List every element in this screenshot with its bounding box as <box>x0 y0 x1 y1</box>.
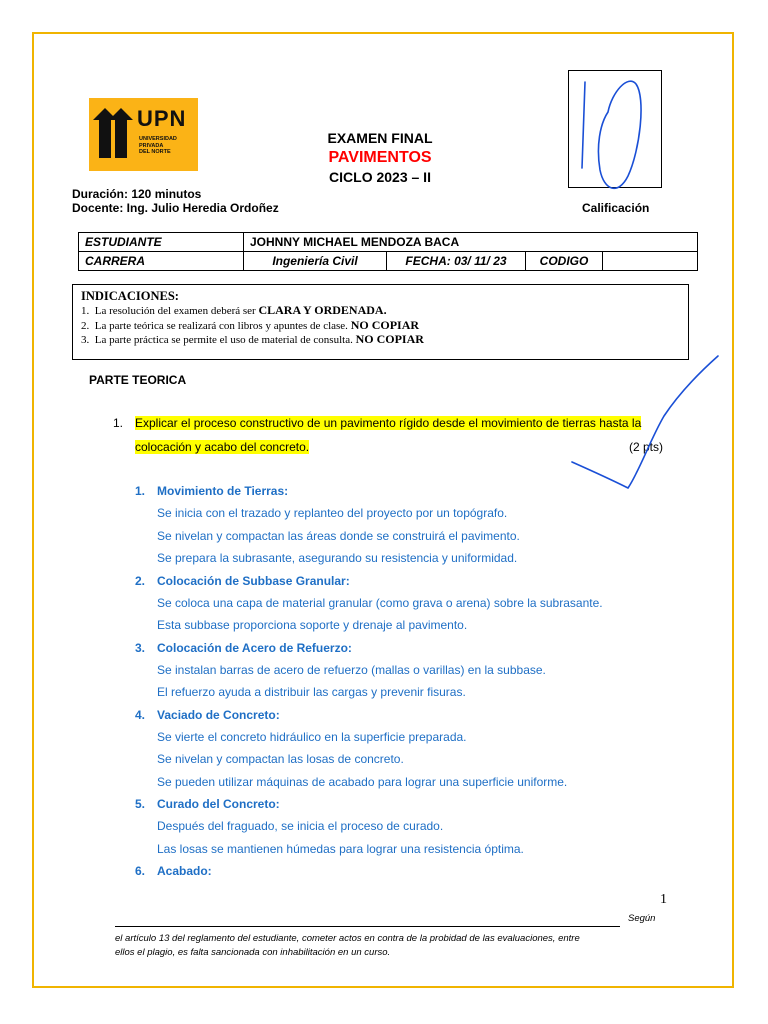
exam-title: EXAMEN FINAL <box>327 130 433 146</box>
instruction-num: 1. <box>81 305 90 317</box>
grade-label: Calificación <box>582 201 650 215</box>
step-line: Se instalan barras de acero de refuerzo (mallas o varillas) en la subbase. <box>157 662 546 677</box>
step-number: 3. <box>135 640 146 655</box>
step-line: Se prepara la subrasante, asegurando su resistencia y uniformidad. <box>157 551 518 565</box>
student-label: ESTUDIANTE <box>79 233 244 252</box>
cycle-title: CICLO 2023 – II <box>329 169 431 185</box>
step-number: 5. <box>135 797 146 811</box>
instruction-text: La resolución del examen deberá ser <box>94 305 259 317</box>
question-highlight: colocación y acabo del concreto. <box>135 440 310 454</box>
instructions-title: INDICACIONES: <box>81 289 179 303</box>
question-points: (2 pts) <box>629 440 664 454</box>
step-line: Se nivelan y compactan las losas de concreto. <box>157 752 404 766</box>
step-number: 1. <box>135 484 146 498</box>
step-line: Se inicia con el trazado y replanteo del proyecto por un topógrafo. <box>157 506 508 520</box>
step-line: Se vierte el concreto hidráulico en la superficie preparada. <box>157 729 467 744</box>
footnote-line-1: el artículo 13 del reglamento del estudiante, cometer actos en contra de la probidad de las evaluaciones, entre <box>115 933 580 944</box>
instruction-emphasis: CLARA Y ORDENADA. <box>258 303 387 317</box>
date-field: FECHA: 03/ 11/ 23 <box>387 252 526 271</box>
grade-digit-zero-icon <box>598 81 641 188</box>
step-line: Se coloca una capa de material granular (como grava o arena) sobre la subrasante. <box>157 595 603 610</box>
step-line: Las losas se mantienen húmedas para lograr una resistencia óptima. <box>157 841 524 856</box>
step-line: Se pueden utilizar máquinas de acabado para lograr una superficie uniforme. <box>157 774 568 789</box>
step-title: Colocación de Acero de Refuerzo: <box>157 640 352 655</box>
step-line: Esta subbase proporciona soporte y drenaje al pavimento. <box>157 618 468 632</box>
step-title: Acabado: <box>157 864 212 878</box>
question-highlight: Explicar el proceso constructivo de un pavimento rígido desde el movimiento de tierras hasta la <box>135 416 642 430</box>
step-line: Después del fraguado, se inicia el proceso de curado. <box>157 819 444 833</box>
step-title: Curado del Concreto: <box>157 797 280 811</box>
check-mark-icon <box>572 356 718 488</box>
instruction-emphasis: NO COPIAR <box>350 317 420 332</box>
instruction-num: 3. <box>81 334 90 346</box>
logo-subtitle: UNIVERSIDAD PRIVADA DEL NORTE <box>139 136 177 155</box>
instruction-text: La parte teórica se realizará con libros y apuntes de clase. <box>94 319 351 332</box>
course-title: PAVIMENTOS <box>328 149 432 166</box>
student-value: JOHNNY MICHAEL MENDOZA BACA <box>244 233 698 252</box>
duration: Duración: 120 minutos <box>72 187 202 201</box>
career-value: Ingeniería Civil <box>244 252 387 271</box>
step-title: Vaciado de Concreto: <box>157 707 280 722</box>
step-title: Movimiento de Tierras: <box>157 484 289 498</box>
step-number: 2. <box>135 573 146 588</box>
instruction-text: La parte práctica se permite el uso de material de consulta. <box>94 334 356 346</box>
step-title: Colocación de Subbase Granular: <box>157 573 350 588</box>
step-number: 6. <box>135 864 146 878</box>
question-number: 1. <box>113 416 124 430</box>
step-line: El refuerzo ayuda a distribuir las cargas y prevenir fisuras. <box>157 685 466 699</box>
footnote-line-2: ellos el plagio, es falta sancionada con inhabilitación en un curso. <box>115 947 391 958</box>
footnote-segun: Según <box>628 913 656 924</box>
instruction-num: 2. <box>81 319 90 332</box>
step-number: 4. <box>135 707 146 722</box>
teacher: Docente: Ing. Julio Heredia Ordoñez <box>72 201 279 215</box>
code-label: CODIGO <box>526 252 603 271</box>
logo-name: UPN <box>137 106 187 131</box>
step-line: Se nivelan y compactan las áreas donde se construirá el pavimento. <box>157 528 520 543</box>
page-number: 1 <box>660 892 667 907</box>
career-label: CARRERA <box>79 252 244 271</box>
grade-digit-one-icon <box>582 82 585 168</box>
section-title: PARTE TEORICA <box>89 373 187 387</box>
instruction-emphasis: NO COPIAR <box>355 332 424 346</box>
